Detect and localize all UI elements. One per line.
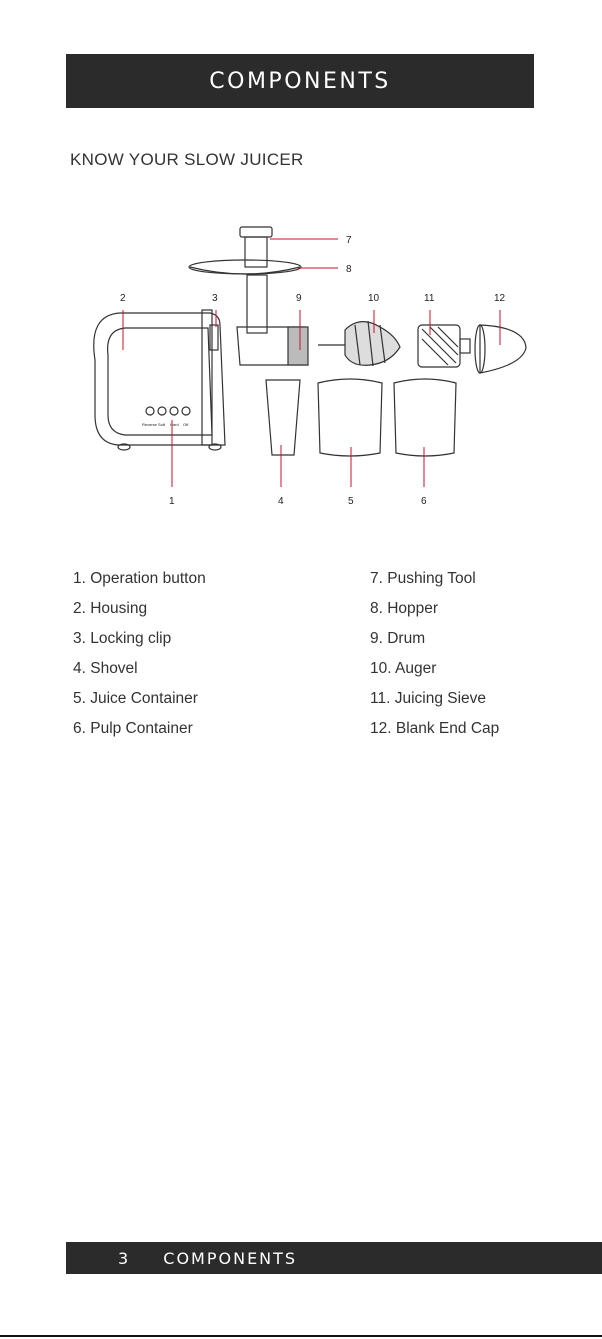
- list-item: 2. Housing: [73, 600, 148, 617]
- callout-4: 4: [278, 496, 284, 507]
- section-subtitle: KNOW YOUR SLOW JUICER: [70, 150, 304, 169]
- callout-7: 7: [346, 235, 352, 246]
- list-item: 1. Operation button: [73, 570, 206, 587]
- panel-label-reverse: Reverse: [142, 422, 157, 427]
- panel-label-soft: Soft: [158, 422, 166, 427]
- list-item: 10. Auger: [370, 660, 437, 677]
- callout-11: 11: [424, 293, 435, 304]
- callout-12: 12: [494, 293, 506, 304]
- page-number: 3: [118, 1248, 131, 1268]
- callout-5: 5: [348, 496, 354, 507]
- list-item: 3. Locking clip: [73, 630, 172, 647]
- callout-lines: [123, 239, 500, 487]
- list-item: 9. Drum: [370, 630, 426, 647]
- panel-label-hard: Hard: [170, 422, 179, 427]
- callout-2: 2: [120, 293, 126, 304]
- list-item: 4. Shovel: [73, 660, 138, 677]
- list-item: 7. Pushing Tool: [370, 570, 476, 587]
- list-item: 5. Juice Container: [73, 690, 198, 707]
- list-item: 8. Hopper: [370, 600, 439, 617]
- juicer-exploded-diagram: [0, 215, 602, 515]
- panel-label-off: Off: [183, 422, 189, 427]
- page-title: COMPONENTS: [209, 68, 391, 94]
- bottom-divider: [0, 1335, 602, 1337]
- components-list-right: [370, 570, 499, 750]
- callout-6: 6: [421, 496, 427, 507]
- list-item: 11. Juicing Sieve: [370, 690, 487, 707]
- callout-9: 9: [296, 293, 302, 304]
- footer-section-title: COMPONENTS: [163, 1248, 298, 1268]
- callout-8: 8: [346, 264, 352, 275]
- page-header: [66, 54, 534, 108]
- callout-1: 1: [169, 496, 175, 507]
- callout-10: 10: [368, 293, 380, 304]
- list-item: 6. Pulp Container: [73, 720, 193, 737]
- page-footer: [66, 1242, 602, 1274]
- components-list-left: [73, 570, 206, 750]
- list-item: 12. Blank End Cap: [370, 720, 500, 737]
- callout-3: 3: [212, 293, 218, 304]
